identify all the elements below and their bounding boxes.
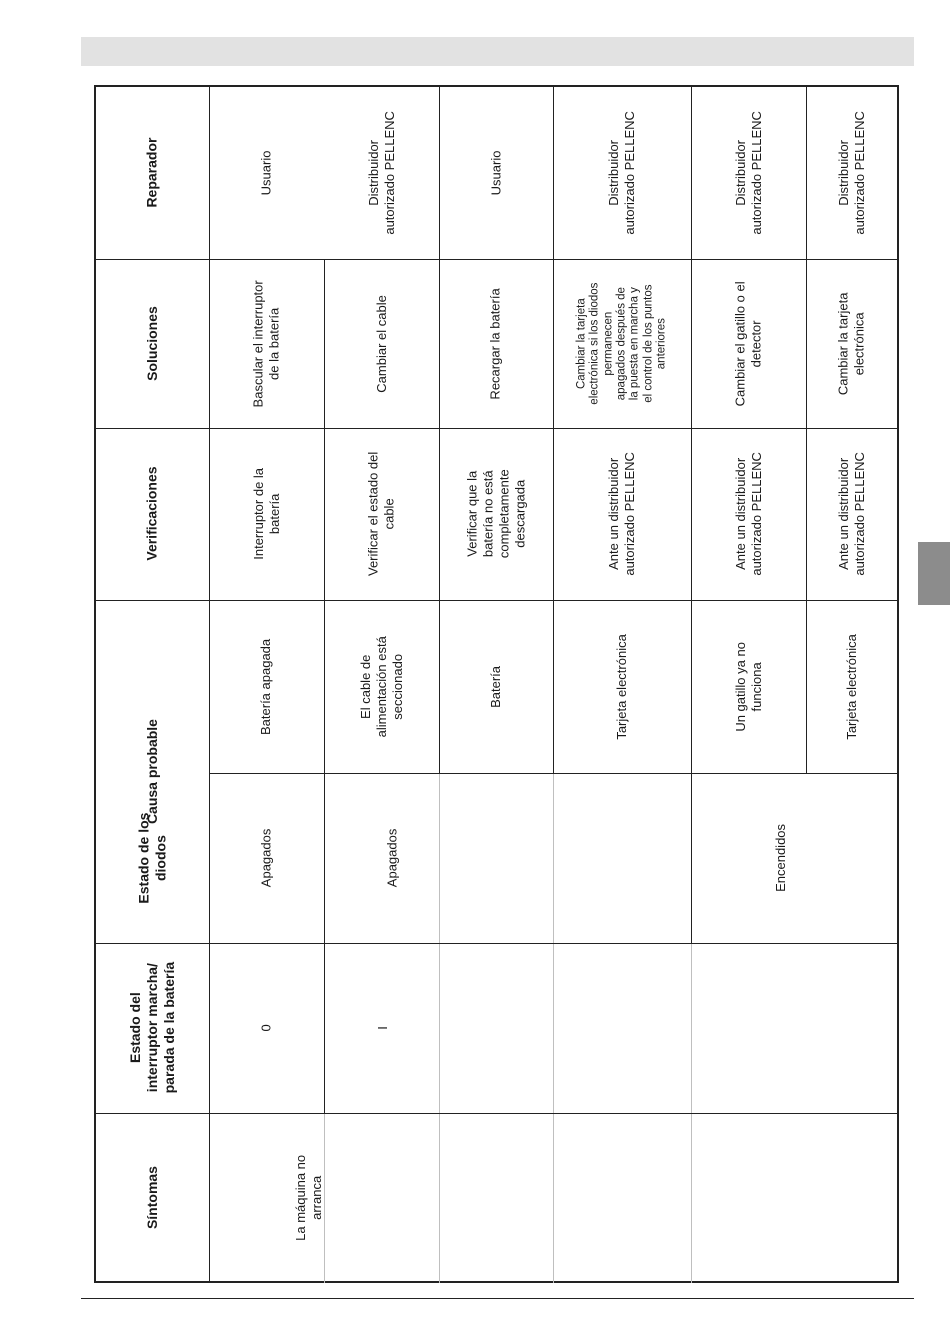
header-diodos: Estado de los diodos: [135, 812, 169, 904]
reparador-cell: Distribuidor autorizado PELLENC: [606, 111, 637, 235]
verificacion-cell: Ante un distribuidor autorizado PELLENC: [835, 452, 867, 576]
interruptor-on: I: [374, 1026, 390, 1030]
solucion-cell: Cambiar la tarjeta electrónica: [835, 292, 867, 395]
top-header-bar: [81, 37, 914, 66]
diodos-apagados: Apagados: [384, 828, 400, 888]
header-interruptor: Estado del interruptor marcha/ parada de la batería: [126, 962, 178, 1094]
interruptor-off: 0: [258, 1024, 274, 1032]
causa-cell: Tarjeta electrónica: [614, 633, 630, 740]
verificacion-cell: Verificar el estado del cable: [365, 451, 397, 577]
causa-cell: Un gatillo ya no funciona: [732, 641, 764, 732]
header-reparador: Reparador: [143, 137, 160, 209]
solucion-cell: Bascular el interruptor de la batería: [250, 279, 282, 408]
causa-cell: Tarjeta electrónica: [843, 633, 859, 740]
footer-rule: [81, 1298, 914, 1299]
troubleshooting-table: [94, 85, 899, 1283]
reparador-cell: Usuario: [258, 150, 274, 196]
verificacion-cell: Ante un distribuidor autorizado PELLENC: [606, 452, 637, 576]
solucion-cell: Cambiar la tarjeta electrónica si los diodos permanecen apagados después de la puesta en marcha y el control de los puntos anteriores: [575, 282, 668, 405]
causa-cell: El cable de alimentación está seccionado: [357, 635, 405, 738]
reparador-cell: Distribuidor autorizado PELLENC: [835, 111, 867, 235]
header-soluciones: Soluciones: [143, 306, 160, 381]
causa-cell: Batería apagada: [258, 638, 274, 735]
diodos-apagados: Apagados: [258, 828, 274, 888]
reparador-cell: Distribuidor autorizado PELLENC: [365, 111, 397, 235]
reparador-cell: Usuario: [488, 150, 504, 196]
header-verificaciones: Verificaciones: [143, 466, 160, 562]
solucion-cell: Cambiar el cable: [373, 294, 389, 393]
solucion-cell: Cambiar el gatillo o el detector: [732, 280, 764, 407]
verificacion-cell: Ante un distribuidor autorizado PELLENC: [732, 452, 764, 576]
header-causa: Causa probable: [143, 718, 160, 825]
header-sintomas: Síntomas: [143, 1166, 160, 1230]
verificacion-cell: Interruptor de la batería: [250, 468, 282, 560]
diodos-encendidos: Encendidos: [773, 824, 789, 892]
reparador-cell: Distribuidor autorizado PELLENC: [732, 111, 764, 235]
causa-cell: Batería: [488, 665, 504, 708]
section-side-tab: [918, 542, 950, 605]
sintoma-cell: La máquina no arranca: [293, 1154, 324, 1242]
verificacion-cell: Verificar que la batería no está completamente descargada: [464, 469, 527, 559]
solucion-cell: Recargar la batería: [488, 287, 504, 400]
